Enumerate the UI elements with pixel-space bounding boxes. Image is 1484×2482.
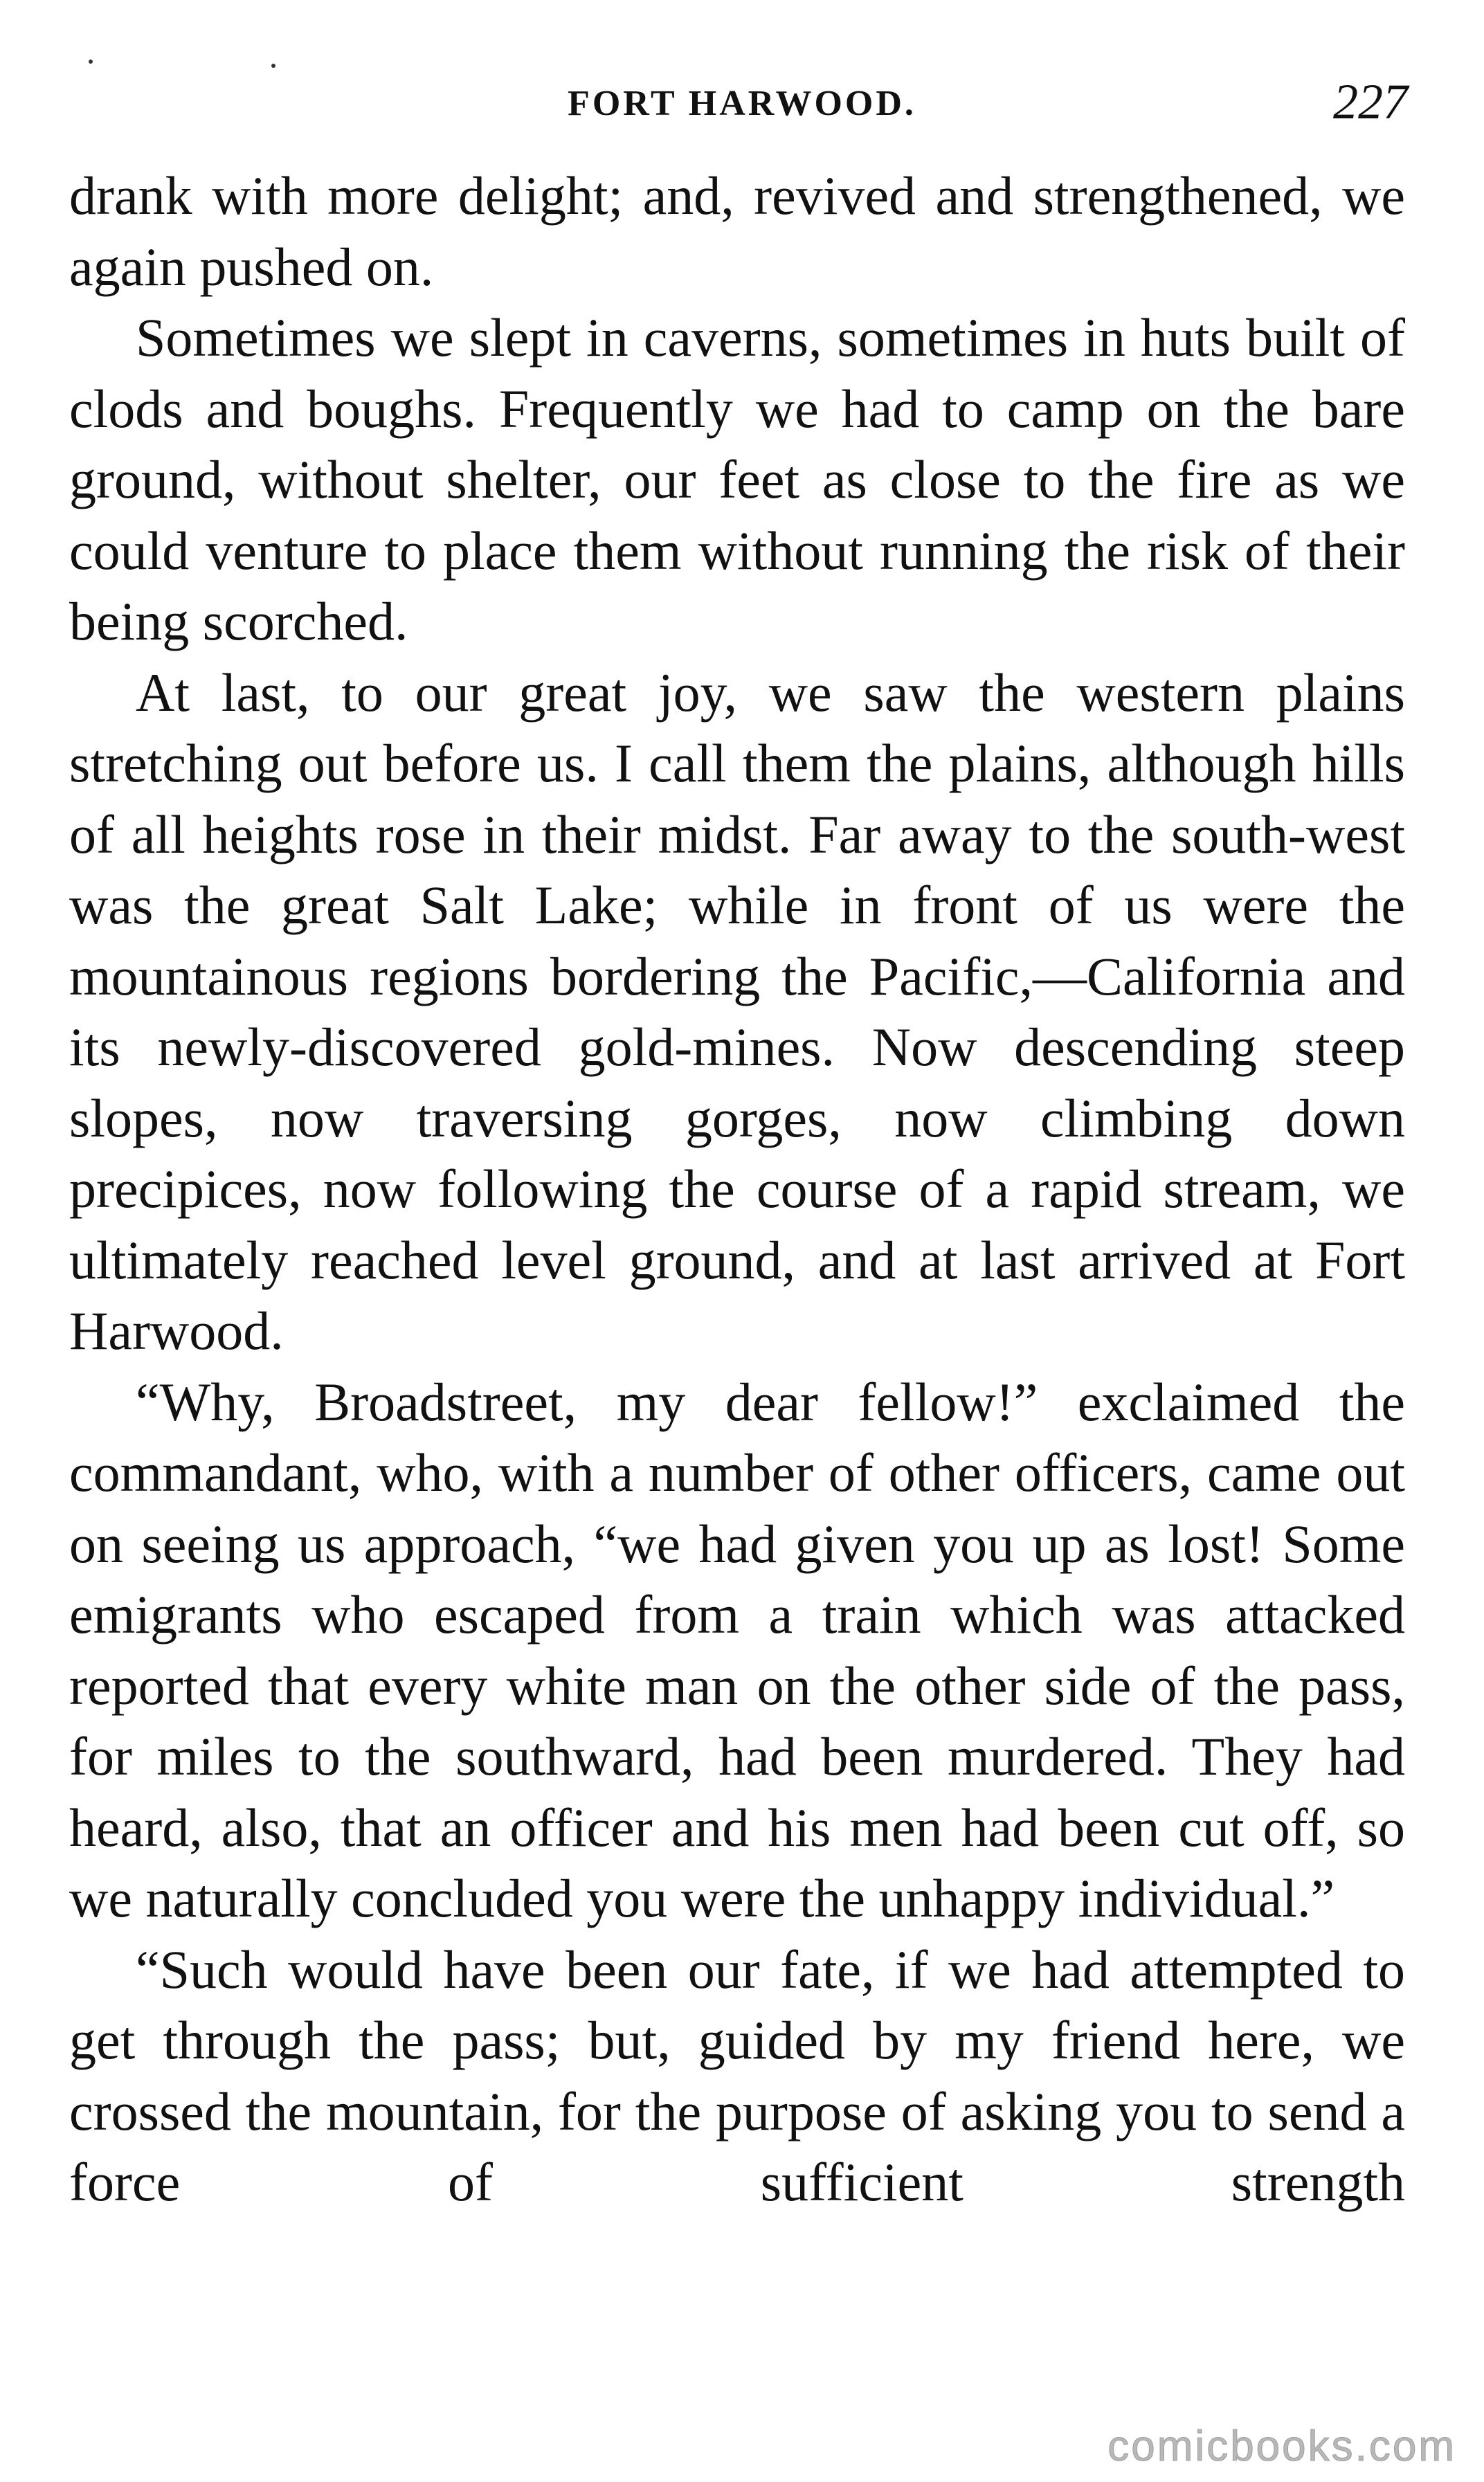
print-speck	[271, 64, 275, 68]
running-title: FORT HARWOOD.	[568, 84, 916, 123]
page-header	[69, 69, 1415, 145]
paragraph: Sometimes we slept in caverns, sometimes in huts built of clods and boughs. Frequently we had to camp on the bare ground, without shelter, our feet as close to the fire as we could venture to place them without running the risk of their being scorched.	[69, 307, 1405, 651]
paragraph: “Why, Broadstreet, my dear fellow!” exclaimed the commandant, who, with a number of other officers, came out on seeing us approach, “we had given you up as lost! Some emigrants who escaped from a train which was attacked reported that every white man on the other side of the pass, for miles to the southward, had been murdered. They had heard, also, that an officer and his men had been cut off, so we naturally concluded you were the unhappy individual.”	[69, 1371, 1405, 1928]
body-text	[69, 161, 1405, 2218]
print-speck	[89, 60, 93, 64]
page-number: 227	[1333, 74, 1408, 129]
paragraph: drank with more delight; and, revived and strengthened, we again pushed on.	[69, 165, 1405, 297]
watermark-logo: comicbooks.com	[1107, 2422, 1456, 2470]
paragraph: At last, to our great joy, we saw the western plains stretching out before us. I call them the plains, although hills of all heights rose in their midst. Far away to the south-west was the great Salt Lake; while in front of us were the mountainous regions bordering the Pacific,—California and its newly-discovered gold-mines. Now descending steep slopes, now traversing gorges, now climbing down precipices, now following the course of a rapid stream, we ultimately reached level ground, and at last arrived at Fort Harwood.	[69, 662, 1405, 1361]
paragraph: “Such would have been our fate, if we had attempted to get through the pass; but, guided by my friend here, we crossed the mountain, for the purpose of asking you to send a force of sufficient strength	[69, 1939, 1405, 2212]
